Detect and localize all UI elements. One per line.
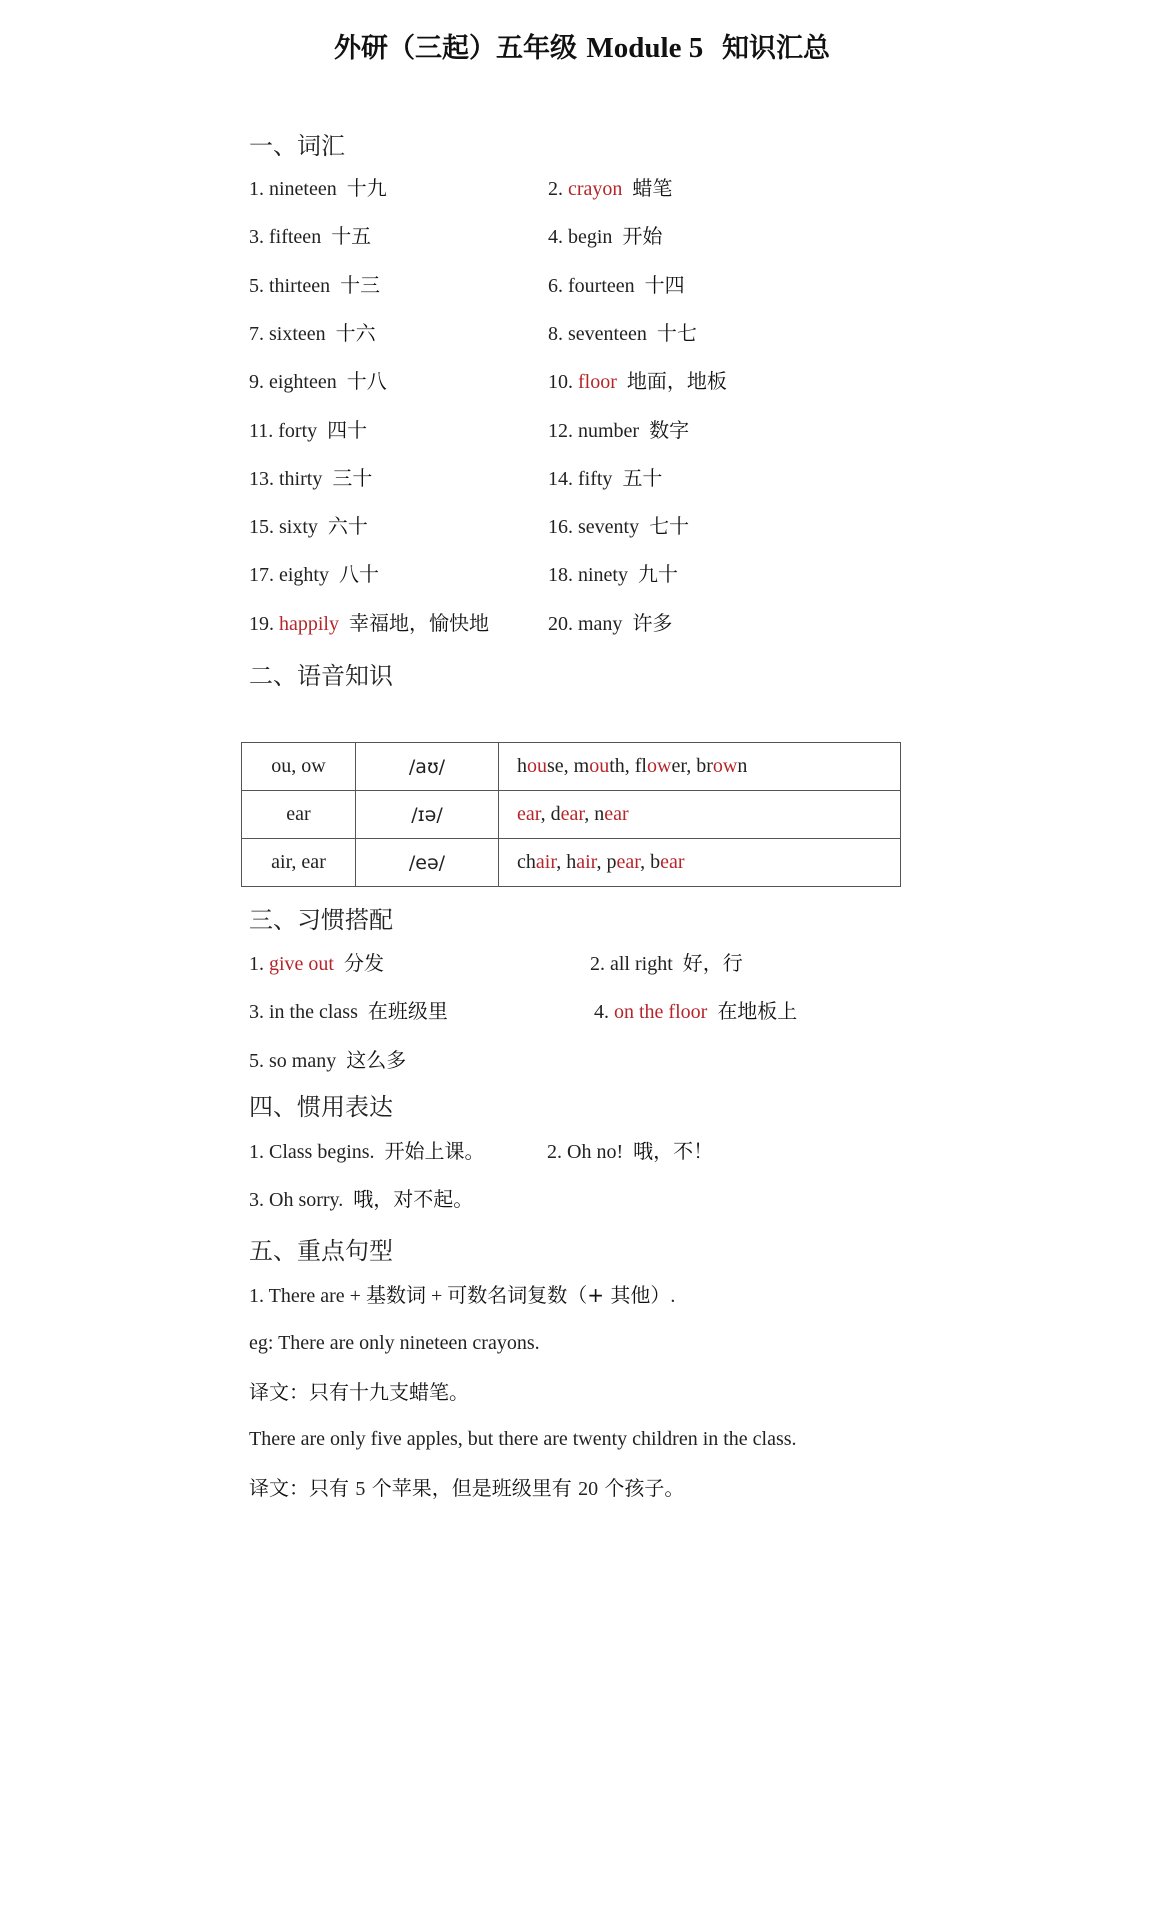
phonics-letters: air, ear <box>242 839 356 887</box>
item-chinese: 好，行 <box>682 951 743 975</box>
item-chinese: 三十 <box>332 465 373 490</box>
item-chinese: 十四 <box>644 272 685 297</box>
phonics-row <box>242 839 901 887</box>
item-chinese: 哦，对不起。 <box>353 1187 474 1211</box>
sentence-segment: 译文：只有十九支蜡笔。 <box>249 1380 469 1404</box>
sentence-line <box>249 1282 675 1309</box>
word-segment: n <box>737 755 748 777</box>
sentence-line <box>249 1475 684 1502</box>
vocab-item <box>249 513 368 540</box>
word-segment: air <box>535 851 557 873</box>
item-number: 3. <box>249 1001 264 1023</box>
word-segment: ow <box>647 755 672 777</box>
item-number: 2. <box>547 1141 562 1163</box>
item-english: number <box>578 419 640 442</box>
item-number: 6. <box>548 274 563 297</box>
word-segment: ear <box>660 851 685 873</box>
item-english: fifteen <box>269 226 322 249</box>
item-english: on the floor <box>614 1001 708 1023</box>
item-number: 2. <box>590 953 605 975</box>
sentence-segment: There are only five apples, but there are twenty children in the class. <box>249 1428 797 1450</box>
item-chinese: 这么多 <box>346 1048 407 1072</box>
section-phrases-heading: 三、习惯搭配 <box>249 906 393 934</box>
word-segment: er, br <box>671 755 713 777</box>
vocab-item <box>249 223 371 250</box>
phonics-example-words <box>499 743 901 791</box>
vocab-item <box>249 610 489 637</box>
item-english: seventy <box>578 516 640 539</box>
item-chinese: 幸福地，愉快地 <box>349 610 489 635</box>
word-segment: ear <box>616 851 641 873</box>
phonics-letters: ear <box>242 791 356 839</box>
item-chinese: 四十 <box>327 417 368 442</box>
word-segment: , d <box>540 803 561 825</box>
phrases-item <box>249 950 384 977</box>
word-segment: , n <box>584 803 605 825</box>
item-number: 8. <box>548 322 563 345</box>
vocab-item <box>548 223 662 250</box>
item-chinese: 在地板上 <box>717 999 798 1023</box>
phrases-item <box>590 950 743 977</box>
item-english: sixty <box>279 516 318 539</box>
sentence-segment: + <box>425 1285 448 1307</box>
title-module: Module 5 <box>586 32 704 64</box>
item-number: 1. <box>249 953 264 975</box>
item-english: fifty <box>578 467 613 490</box>
section-expressions-heading: 四、惯用表达 <box>249 1093 393 1121</box>
item-chinese: 六十 <box>327 514 368 539</box>
vocab-item <box>249 320 376 347</box>
item-chinese: 开始上课。 <box>384 1139 485 1163</box>
phonics-ipa: /aʊ/ <box>356 743 499 791</box>
phrases-item <box>249 998 448 1025</box>
word-segment: h <box>517 755 527 777</box>
item-number: 2. <box>548 178 563 200</box>
section-vocabulary-heading: 一、词汇 <box>249 132 345 160</box>
item-chinese: 十六 <box>335 320 376 345</box>
word-segment: ear <box>517 803 541 825</box>
phonics-row <box>242 791 901 839</box>
word-segment: air <box>576 851 597 873</box>
sentence-segment: . <box>670 1285 676 1307</box>
word-segment: se, m <box>547 755 590 777</box>
item-chinese: 蜡笔 <box>632 176 673 200</box>
item-chinese: 地面，地板 <box>626 369 727 394</box>
phonics-ipa: /eə/ <box>356 839 499 887</box>
phonics-ipa: /ɪə/ <box>356 791 499 839</box>
expressions-item <box>547 1138 713 1165</box>
item-english: thirty <box>279 467 323 490</box>
word-segment: ou <box>527 755 547 777</box>
item-english: begin <box>568 226 613 249</box>
word-segment: ear <box>560 803 585 825</box>
item-english: Oh sorry. <box>269 1189 344 1211</box>
vocab-item <box>548 320 697 347</box>
expressions-item <box>249 1186 473 1213</box>
item-chinese: 九十 <box>638 562 678 587</box>
word-segment: , h <box>556 851 577 873</box>
vocab-item <box>249 465 372 492</box>
vocab-item <box>249 368 387 395</box>
sentence-segment: 20 <box>578 1478 599 1500</box>
item-english: Class begins. <box>269 1141 375 1163</box>
item-english: in the class <box>269 1001 358 1023</box>
item-number: 16. <box>548 516 573 539</box>
page-title <box>0 26 1164 65</box>
expressions-item <box>249 1138 485 1165</box>
vocab-item <box>548 272 685 299</box>
item-number: 4. <box>594 1001 609 1023</box>
sentence-line <box>249 1330 540 1356</box>
item-english: eighty <box>279 564 329 587</box>
item-english: ninety <box>578 564 628 587</box>
item-number: 13. <box>249 467 274 490</box>
item-number: 20. <box>548 612 573 635</box>
vocab-item <box>249 561 379 588</box>
item-chinese: 分发 <box>344 951 384 975</box>
title-zh-suffix: 知识汇总 <box>722 33 831 64</box>
phonics-letters: ou, ow <box>242 743 356 791</box>
item-number: 1. <box>249 178 264 200</box>
sentence-line <box>249 1426 797 1452</box>
item-number: 5. <box>249 1050 264 1072</box>
vocab-item <box>548 175 672 202</box>
section-sentences-heading: 五、重点句型 <box>249 1237 393 1265</box>
word-segment: , p <box>596 851 617 873</box>
sentence-segment: 1. There are + <box>249 1285 366 1307</box>
word-segment: ch <box>517 851 536 873</box>
item-english: many <box>578 612 623 635</box>
vocab-item <box>249 272 380 299</box>
word-segment: ow <box>712 755 738 777</box>
item-english: sixteen <box>269 322 326 345</box>
item-number: 7. <box>249 322 264 345</box>
item-number: 17. <box>249 564 274 587</box>
word-segment: ou <box>589 755 610 777</box>
item-chinese: 开始 <box>622 224 663 249</box>
sentence-segment: 译文：只有 <box>249 1476 356 1500</box>
item-english: crayon <box>568 178 623 200</box>
phonics-table <box>241 742 901 887</box>
item-number: 11. <box>249 419 274 442</box>
item-english: all right <box>610 953 673 975</box>
item-number: 14. <box>548 467 573 490</box>
title-zh-prefix: 外研（三起）五年级 <box>333 33 577 64</box>
item-chinese: 哦，不！ <box>633 1139 714 1163</box>
phonics-row <box>242 743 901 791</box>
item-english: so many <box>269 1050 337 1072</box>
item-number: 3. <box>249 226 264 249</box>
item-english: floor <box>578 371 617 394</box>
item-english: forty <box>278 419 318 442</box>
word-segment: ear <box>604 803 629 825</box>
item-chinese: 十七 <box>656 320 697 345</box>
item-number: 10. <box>548 371 573 394</box>
word-segment: , b <box>640 851 661 873</box>
vocab-item <box>548 368 727 395</box>
item-number: 18. <box>548 564 573 587</box>
item-english: give out <box>269 953 334 975</box>
sentence-segment: 可数名词复数（+ 其他） <box>447 1283 671 1307</box>
item-number: 4. <box>548 226 563 249</box>
sentence-segment: eg: There are only nineteen crayons. <box>249 1332 540 1354</box>
sentence-segment: 个孩子。 <box>598 1476 685 1500</box>
phrases-item <box>249 1047 406 1074</box>
item-chinese: 十五 <box>331 224 372 249</box>
phonics-example-words <box>499 791 901 839</box>
item-chinese: 在班级里 <box>367 999 448 1023</box>
item-chinese: 八十 <box>339 562 379 587</box>
item-number: 12. <box>548 419 573 442</box>
item-english: Oh no! <box>567 1141 624 1163</box>
item-chinese: 七十 <box>649 514 690 539</box>
section-phonics-heading: 二、语音知识 <box>249 662 393 690</box>
sentence-segment: 个苹果，但是班级里有 <box>365 1476 579 1500</box>
vocab-item <box>548 561 678 588</box>
item-english: nineteen <box>269 178 337 200</box>
vocab-item <box>548 465 662 492</box>
item-number: 15. <box>249 516 274 539</box>
item-english: eighteen <box>269 371 337 394</box>
item-chinese: 十八 <box>346 369 387 394</box>
item-chinese: 数字 <box>649 417 690 442</box>
item-number: 9. <box>249 371 264 394</box>
item-chinese: 十九 <box>346 176 387 200</box>
vocab-item <box>548 417 689 444</box>
item-chinese: 十三 <box>340 272 381 297</box>
phrases-item <box>594 998 797 1025</box>
item-number: 1. <box>249 1141 264 1163</box>
item-number: 3. <box>249 1189 264 1211</box>
phonics-example-words <box>499 839 901 887</box>
item-number: 5. <box>249 274 264 297</box>
item-english: thirteen <box>269 274 331 297</box>
item-chinese: 许多 <box>632 610 673 635</box>
item-number: 19. <box>249 612 274 635</box>
vocab-item <box>548 610 672 637</box>
vocab-item <box>548 513 689 540</box>
item-english: fourteen <box>568 274 635 297</box>
item-english: seventeen <box>568 322 647 345</box>
word-segment: th, fl <box>609 755 647 777</box>
sentence-segment: 5 <box>355 1478 366 1500</box>
item-chinese: 五十 <box>622 465 663 490</box>
vocab-item <box>249 175 387 202</box>
sentence-line <box>249 1379 469 1406</box>
item-english: happily <box>279 612 339 635</box>
vocab-item <box>249 417 367 444</box>
sentence-segment: 基数词 <box>365 1283 426 1307</box>
